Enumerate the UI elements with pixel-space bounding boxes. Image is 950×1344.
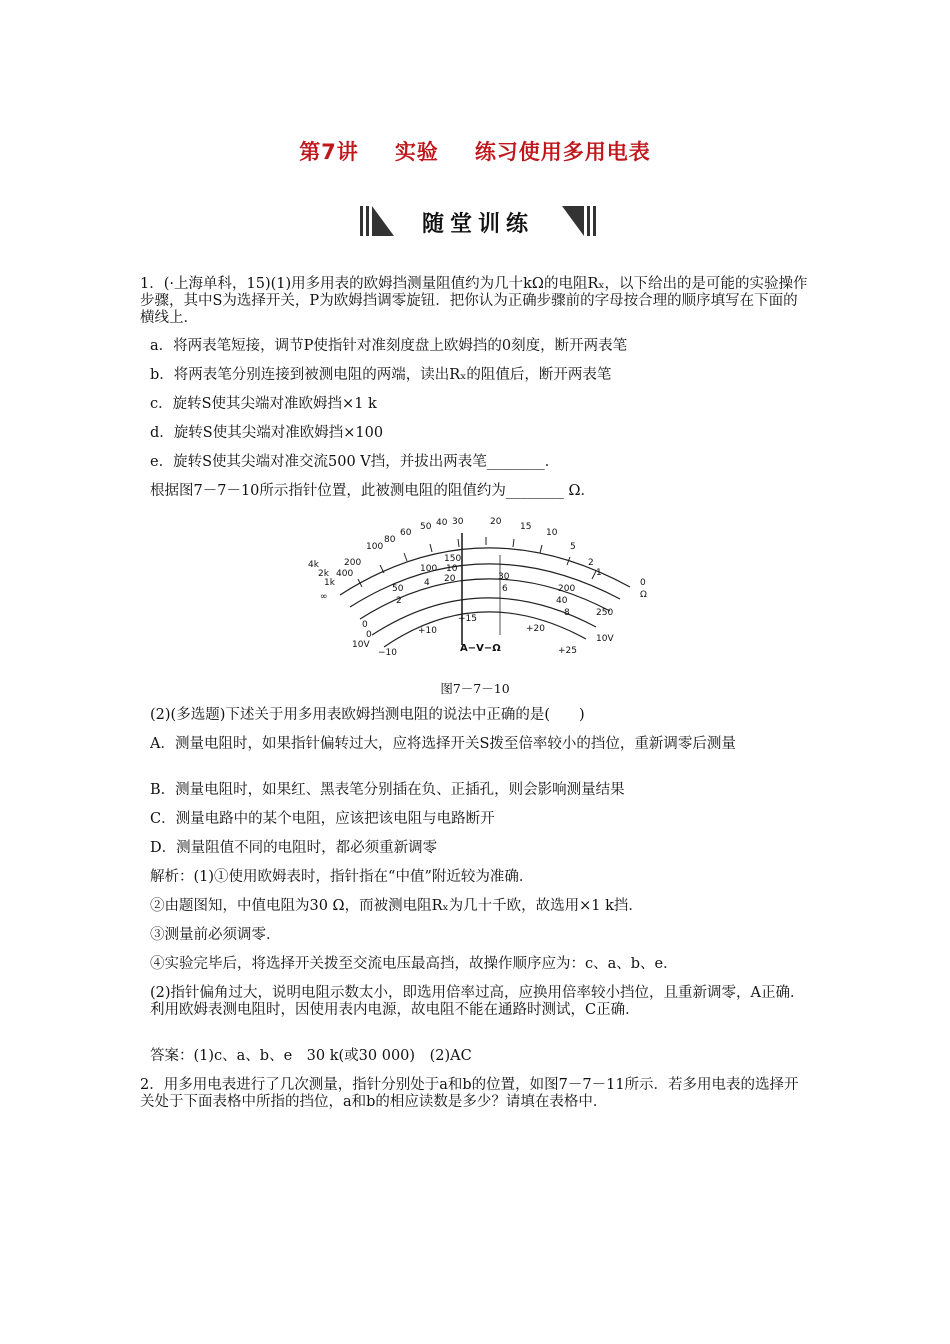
v-label-plus15: +15 — [458, 614, 477, 624]
dc-label-50: 50 — [392, 584, 404, 594]
title-lecture: 第7讲 — [299, 140, 359, 164]
v-label-0: 0 — [366, 630, 372, 640]
answer-line: 答案：(1)c、a、b、e 30 k(或30 000) (2)AC — [150, 1048, 472, 1064]
dc-label-20: 20 — [444, 574, 456, 584]
solution-line-5: (2)指针偏角过大，说明电阻示数太小，即选用倍率过高，应换用倍率较小挡位，且重新调零，A正确．利用欧姆表测电阻时，因使用表内电源，故电阻不能在通路时测试，C正确． — [150, 985, 805, 1018]
title-topic: 练习使用多用电表 — [474, 140, 651, 164]
q1-stem: 1．(·上海单科，15)(1)用多用表的欧姆挡测量阻值约为几十kΩ的电阻Rₓ，以下给出的是可能的实验操作步骤，其中S为选择开关，P为欧姆挡调零旋钮．把你认为正确步骤前的字母按合理的顺序填写在下面的横线上． — [140, 276, 808, 326]
ohm-label-30: 30 — [452, 517, 464, 527]
dc-label-40: 40 — [556, 596, 568, 606]
v-label-4: 4 — [424, 578, 430, 588]
q1-choice-c: C．测量电路中的某个电阻，应该把该电阻与电路断开 — [150, 811, 495, 827]
solution-line-2: ②由题图知，中值电阻为30 Ω，而被测电阻Rₓ为几十千欧，故选用×1 k挡． — [150, 898, 643, 914]
multimeter-dial-figure — [300, 515, 660, 665]
v-label-plus10: +10 — [418, 626, 437, 636]
v-label-minus10: −10 — [378, 648, 397, 658]
ohm-label-50: 50 — [420, 522, 432, 532]
q1-option-d: d．旋转S使其尖端对准欧姆挡×100 — [150, 425, 384, 441]
q1-option-b: b．将两表笔分别连接到被测电阻的两端，读出Rₓ的阻值后，断开两表笔 — [150, 367, 612, 383]
ohm-label-2: 2 — [588, 558, 594, 568]
ohm-label-400: 400 — [336, 569, 354, 579]
dc-label-30: 30 — [498, 572, 510, 582]
ohm-label-2k: 2k — [318, 569, 329, 579]
q1-option-c: c．旋转S使其尖端对准欧姆挡×1 k — [150, 396, 377, 412]
ohm-label-5: 5 — [570, 542, 576, 552]
ohm-label-15: 15 — [520, 522, 532, 532]
ohm-label-40: 40 — [436, 518, 448, 528]
v-label-plus20: +20 — [526, 624, 545, 634]
ohm-label-200: 200 — [344, 558, 362, 568]
solution-line-3: ③测量前必须调零． — [150, 927, 281, 943]
q1-choice-d: D．测量阻值不同的电阻时，都必须重新调零 — [150, 840, 438, 856]
title-experiment: 实验 — [394, 140, 439, 164]
v-label-2: 2 — [396, 596, 402, 606]
ohm-label-80: 80 — [384, 535, 396, 545]
q1-choice-a: A．测量电阻时，如果指针偏转过大，应将选择开关S拨至倍率较小的挡位，重新调零后测量 — [150, 736, 736, 752]
q1-part2-stem: (2)(多选题)下述关于用多用表欧姆挡测电阻的说法中正确的是( ) — [150, 707, 585, 723]
ohm-label-infinity: ∞ — [320, 592, 328, 602]
section-banner: 随堂训练 — [421, 212, 534, 237]
q1-option-a: a．将两表笔短接，调节P使指针对准刻度盘上欧姆挡的0刻度，断开两表笔 — [150, 338, 628, 354]
v-label-8: 8 — [564, 608, 570, 618]
solution-line-4: ④实验完毕后，将选择开关拨至交流电压最高挡，故操作顺序应为：c、a、b、e． — [150, 956, 678, 972]
dc-label-200: 200 — [558, 584, 576, 594]
q1-option-e: e．旋转S使其尖端对准交流500 V挡，并拔出两表笔________． — [150, 454, 560, 470]
solution-line-1: 解析：(1)①使用欧姆表时，指针指在“中值”附近较为准确． — [150, 869, 534, 885]
dc-label-0: 0 — [362, 620, 368, 630]
ohm-label-1k: 1k — [324, 578, 335, 588]
v-label-6: 6 — [502, 584, 508, 594]
dc-label-100: 100 — [420, 564, 438, 574]
page-title — [0, 136, 950, 166]
ohm-label-4k: 4k — [308, 560, 319, 570]
v-label-plus25: +25 — [558, 646, 577, 656]
ohm-label-60: 60 — [400, 528, 412, 538]
q2-stem: 2．用多用电表进行了几次测量，指针分别处于a和b的位置，如图7－7－11所示．若多用电表的选择开关处于下面表格中所指的挡位，a和b的相应读数是多少？请填在表格中． — [140, 1077, 799, 1110]
v-label-10v-left: 10V — [352, 640, 370, 650]
dc-label-150: 150 — [444, 554, 462, 564]
q1-figure-question: 根据图7－7－10所示指针位置，此被测电阻的阻值约为________ Ω． — [150, 483, 596, 499]
ohm-unit: Ω — [640, 590, 647, 600]
ohm-label-10: 10 — [546, 528, 558, 538]
ohm-label-0: 0 — [640, 578, 646, 588]
meter-model-label: A−V−Ω — [460, 643, 501, 654]
v-label-10v-right: 10V — [596, 634, 614, 644]
dc-label-10: 10 — [446, 564, 458, 574]
q1-choice-b: B．测量电阻时，如果红、黑表笔分别插在负、正插孔，则会影响测量结果 — [150, 782, 625, 798]
figure-caption: 图7－7－10 — [440, 681, 510, 696]
dc-label-250: 250 — [596, 608, 614, 618]
ohm-label-20: 20 — [490, 517, 502, 527]
ohm-label-1: 1 — [596, 568, 602, 578]
ohm-label-100: 100 — [366, 542, 384, 552]
